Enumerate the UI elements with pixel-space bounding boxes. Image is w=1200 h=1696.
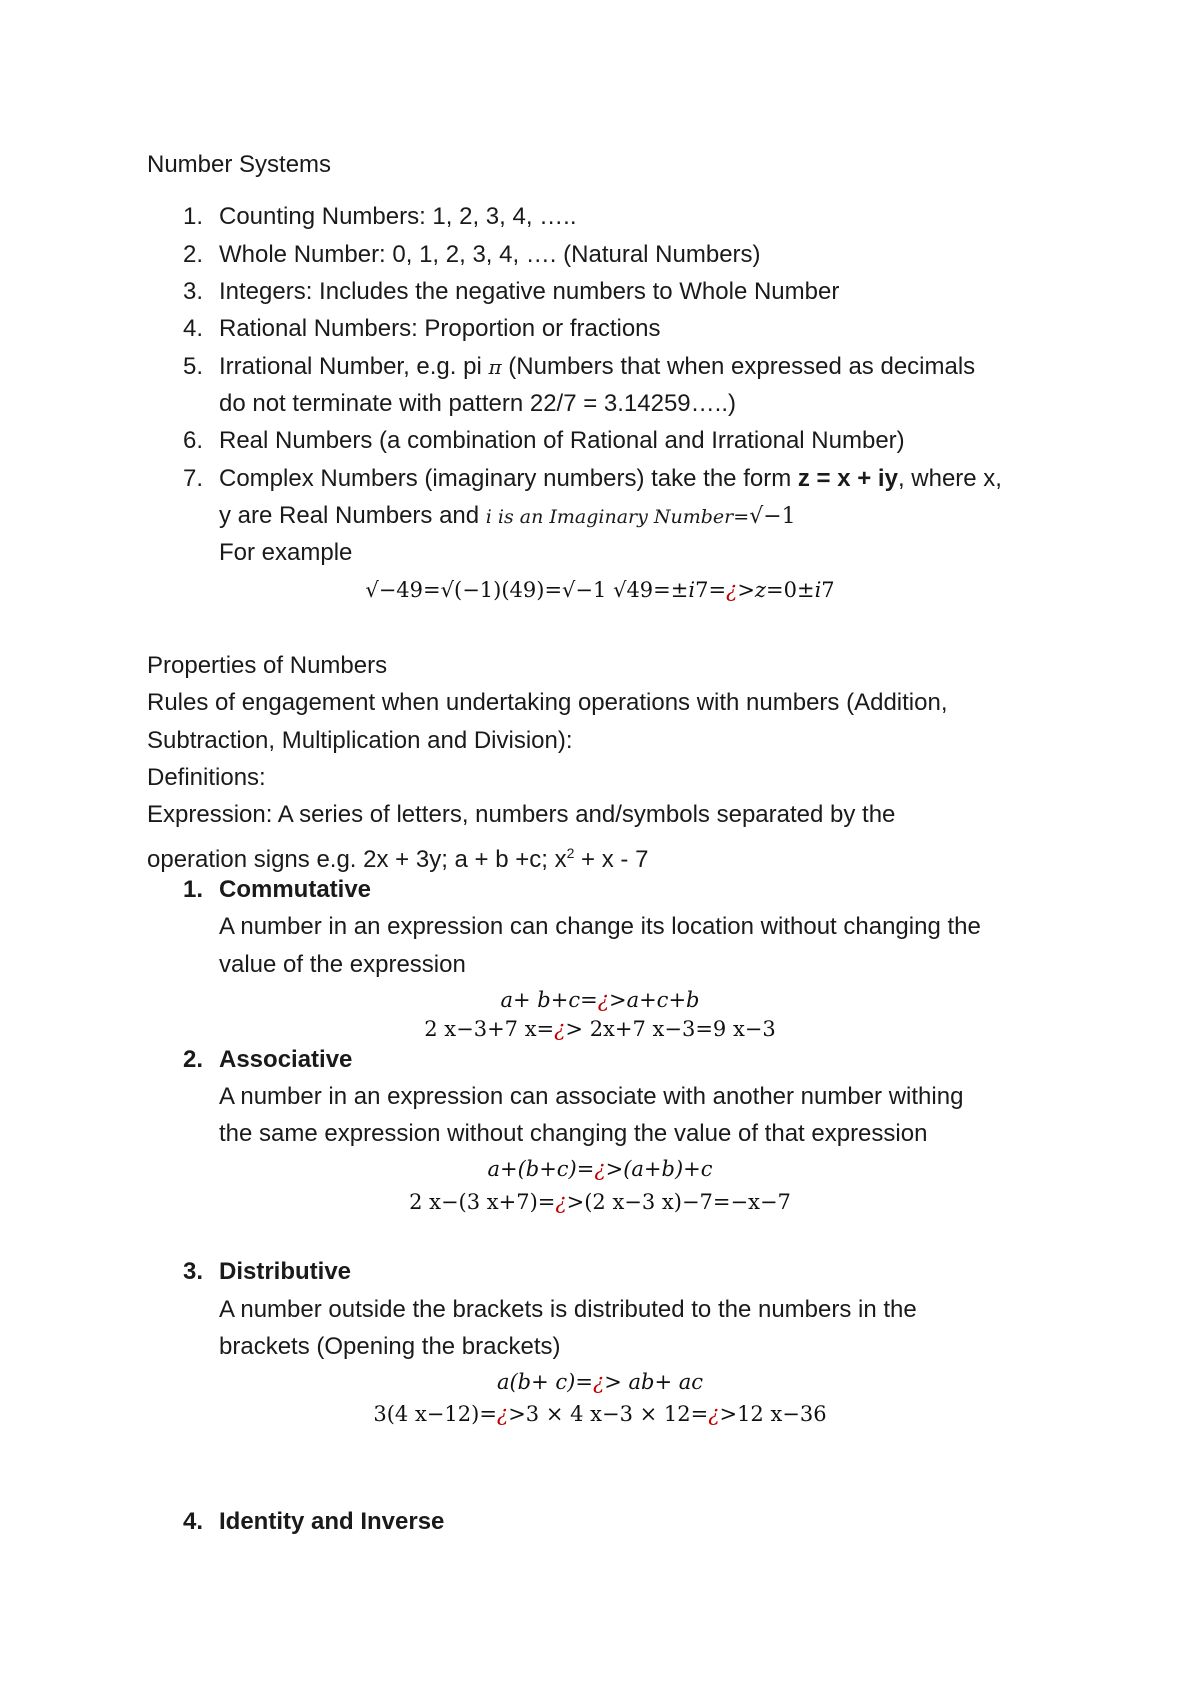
property-equation — [0, 1188, 1200, 1216]
property-description: A number in an expression can associate with another number withing — [219, 1083, 964, 1110]
equation-part: a+ b+c= — [500, 988, 598, 1012]
list-item: Real Numbers (a combination of Rational and Irrational Number) — [219, 427, 905, 454]
paragraph-line — [147, 838, 648, 875]
definitions-label: Definitions: — [147, 764, 266, 791]
list-item-continuation: do not terminate with pattern 22/7 = 3.14259…..) — [219, 390, 736, 417]
list-number: 7. — [182, 465, 203, 492]
list-item-text: Irrational Number, e.g. pi — [219, 353, 489, 380]
red-marker: ¿ — [554, 1017, 566, 1041]
list-item-text: Complex Numbers (imaginary numbers) take the form — [219, 465, 798, 492]
list-number: 6. — [182, 427, 203, 454]
sqrt-minus-one: √−1 — [749, 504, 796, 529]
red-marker: ¿ — [726, 578, 738, 602]
pi-symbol: π — [488, 355, 502, 379]
equation-part: > 2x+7 x−3=9 x−3 — [565, 1017, 776, 1041]
list-number: 1. — [182, 203, 203, 230]
expression-text: + x - 7 — [574, 846, 649, 873]
red-marker: ¿ — [496, 1402, 509, 1426]
property-equation — [0, 1015, 1200, 1043]
equation-part: >(2 x−3 x)−7=−x−7 — [566, 1190, 791, 1214]
property-title: Identity and Inverse — [219, 1508, 445, 1535]
property-description: A number outside the brackets is distributed to the numbers in the — [219, 1296, 917, 1323]
equation-part: √−49=√(−1)(49)=√−1 √49=± — [365, 578, 689, 602]
list-item: Counting Numbers: 1, 2, 3, 4, ….. — [219, 203, 577, 230]
property-equation — [0, 1368, 1200, 1396]
list-item: Rational Numbers: Proportion or fractions — [219, 315, 661, 342]
page-title: Number Systems — [147, 151, 332, 178]
list-number: 5. — [182, 353, 203, 380]
property-number: 3. — [182, 1258, 203, 1285]
equation-part: > ab+ ac — [604, 1370, 704, 1394]
list-number: 3. — [182, 278, 203, 305]
equation-part: a+(b+c)= — [487, 1157, 595, 1181]
property-description: value of the expression — [219, 951, 466, 978]
red-marker: ¿ — [597, 988, 609, 1012]
equation-part: =0± — [766, 578, 815, 602]
property-title: Distributive — [219, 1258, 352, 1285]
property-number: 4. — [182, 1508, 203, 1535]
equation-part: >a+c+b — [608, 988, 700, 1012]
example-label: For example — [219, 539, 353, 566]
list-item-continuation — [219, 501, 796, 532]
equation-part: > — [737, 578, 755, 602]
property-number: 1. — [182, 876, 203, 903]
equation-part: 3(4 x−12)= — [373, 1402, 497, 1426]
section-heading: Properties of Numbers — [147, 652, 388, 679]
complex-form: z = x + iy — [797, 465, 898, 492]
superscript: 2 — [566, 845, 575, 861]
list-item: Integers: Includes the negative numbers to Whole Number — [219, 278, 840, 305]
list-number: 4. — [182, 315, 203, 342]
property-description: brackets (Opening the brackets) — [219, 1333, 561, 1360]
equation-part: >12 x−36 — [719, 1402, 827, 1426]
property-title: Associative — [219, 1046, 353, 1073]
equation-part: >3 × 4 x−3 × 12= — [508, 1402, 709, 1426]
list-item-text: y are Real Numbers and — [219, 502, 486, 529]
property-title: Commutative — [219, 876, 372, 903]
equation-part: i — [814, 578, 822, 602]
equation-part: >(a+b)+c — [605, 1157, 713, 1181]
imaginary-definition: i is an Imaginary Number= — [485, 506, 750, 528]
list-number: 2. — [182, 241, 203, 268]
list-item: Whole Number: 0, 1, 2, 3, 4, …. (Natural Numbers) — [219, 241, 761, 268]
paragraph-line: Rules of engagement when undertaking operations with numbers (Addition, — [147, 689, 948, 716]
equation-part: 7= — [695, 578, 727, 602]
expression-text: operation signs e.g. 2x + 3y; a + b +c; x — [147, 846, 567, 873]
paragraph-line: Subtraction, Multiplication and Division): — [147, 727, 573, 754]
equation-part: i — [688, 578, 696, 602]
red-marker: ¿ — [592, 1370, 605, 1394]
property-equation — [0, 1400, 1200, 1428]
list-item-text: , where x, — [897, 465, 1002, 492]
property-equation — [0, 1155, 1200, 1183]
list-item — [219, 352, 975, 382]
property-number: 2. — [182, 1046, 203, 1073]
list-item-text: (Numbers that when expressed as decimals — [501, 353, 976, 380]
complex-example-equation — [0, 576, 1200, 604]
equation-part: 7 — [821, 578, 835, 602]
equation-part: 2 x−(3 x+7)= — [409, 1190, 556, 1214]
red-marker: ¿ — [555, 1190, 567, 1214]
equation-part: 2 x−3+7 x= — [424, 1017, 555, 1041]
red-marker: ¿ — [708, 1402, 720, 1426]
list-item — [219, 464, 1002, 494]
property-description: the same expression without changing the value of that expression — [219, 1120, 928, 1147]
property-equation — [0, 986, 1200, 1014]
paragraph-line: Expression: A series of letters, numbers and/symbols separated by the — [147, 801, 896, 828]
property-description: A number in an expression can change its location without changing the — [219, 913, 981, 940]
red-marker: ¿ — [594, 1157, 606, 1181]
equation-part: a(b+ c)= — [496, 1370, 593, 1394]
equation-part: z — [754, 578, 766, 602]
